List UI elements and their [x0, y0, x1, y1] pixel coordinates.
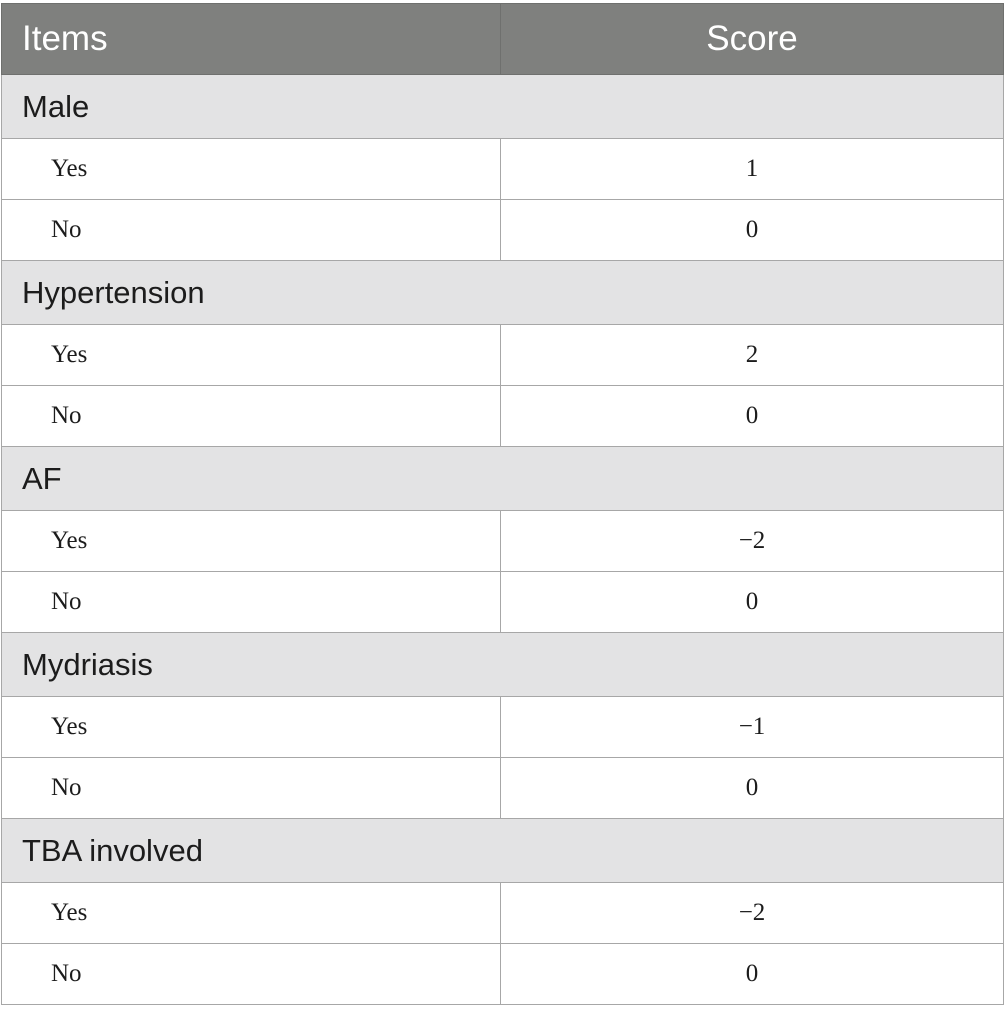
option-label: No	[2, 758, 501, 819]
score-value: 0	[501, 758, 1004, 819]
table-row	[2, 325, 1004, 386]
option-label: No	[2, 572, 501, 633]
table-row	[2, 386, 1004, 447]
table-row	[2, 697, 1004, 758]
score-table	[1, 3, 1004, 1005]
option-label: Yes	[2, 511, 501, 572]
score-value: −1	[501, 697, 1004, 758]
option-label: Yes	[2, 697, 501, 758]
table-row	[2, 200, 1004, 261]
group-row-hypertension	[2, 261, 1004, 325]
score-value: −2	[501, 883, 1004, 944]
column-header-items: Items	[2, 4, 501, 75]
score-value: 0	[501, 386, 1004, 447]
column-header-score: Score	[501, 4, 1004, 75]
group-label: Male	[2, 75, 1004, 139]
option-label: Yes	[2, 139, 501, 200]
score-value: 0	[501, 200, 1004, 261]
group-label: TBA involved	[2, 819, 1004, 883]
option-label: Yes	[2, 883, 501, 944]
table-row	[2, 758, 1004, 819]
score-value: 2	[501, 325, 1004, 386]
option-label: No	[2, 386, 501, 447]
group-label: Mydriasis	[2, 633, 1004, 697]
group-row-mydriasis	[2, 633, 1004, 697]
table-row	[2, 511, 1004, 572]
group-label: Hypertension	[2, 261, 1004, 325]
option-label: No	[2, 200, 501, 261]
option-label: Yes	[2, 325, 501, 386]
group-label: AF	[2, 447, 1004, 511]
group-row-tba-involved	[2, 819, 1004, 883]
group-row-male	[2, 75, 1004, 139]
table-row	[2, 139, 1004, 200]
group-row-af	[2, 447, 1004, 511]
table-row	[2, 883, 1004, 944]
table-row	[2, 944, 1004, 1005]
score-value: 1	[501, 139, 1004, 200]
header-row	[2, 4, 1004, 75]
score-value: 0	[501, 572, 1004, 633]
table-row	[2, 572, 1004, 633]
option-label: No	[2, 944, 501, 1005]
score-value: −2	[501, 511, 1004, 572]
score-value: 0	[501, 944, 1004, 1005]
